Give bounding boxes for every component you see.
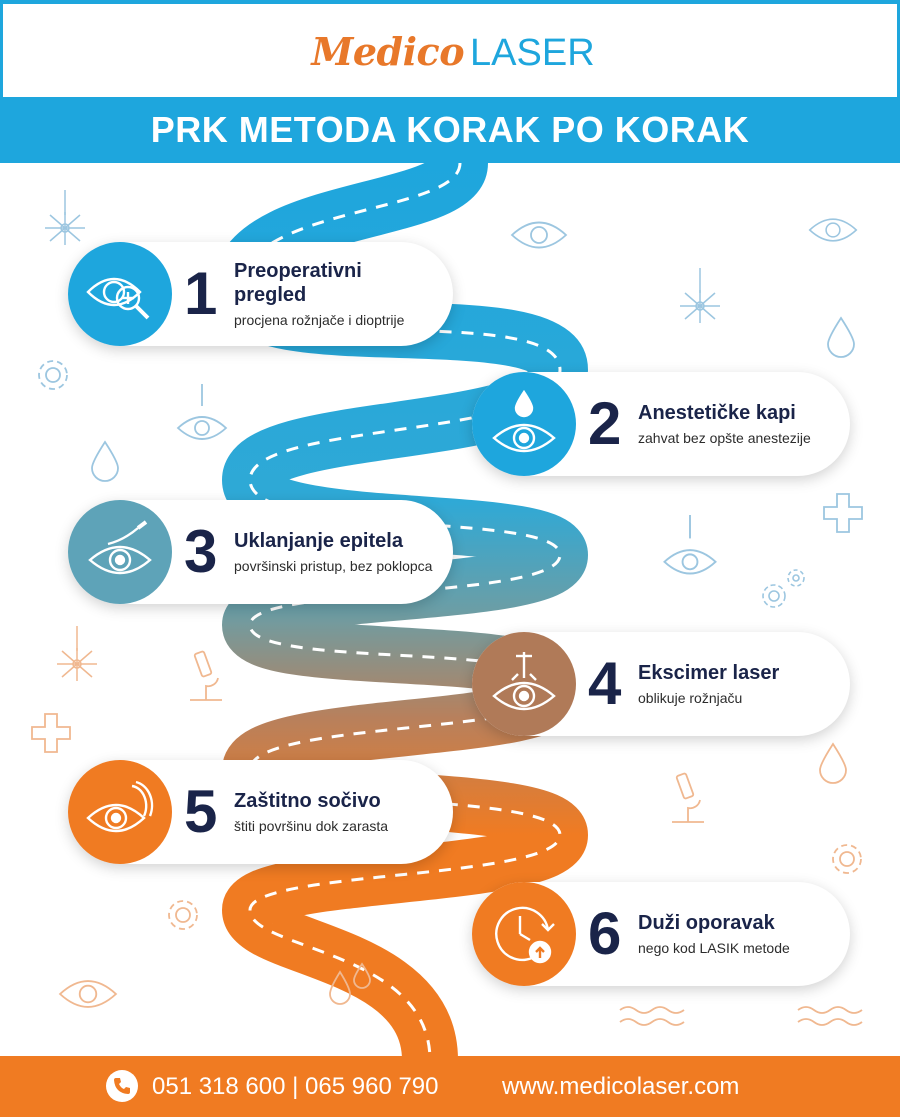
- eye-scalpel-icon: [84, 516, 156, 588]
- step-title: Zaštitno sočivo: [234, 790, 381, 812]
- phone-numbers[interactable]: 051 318 600 | 065 960 790: [152, 1073, 439, 1100]
- phone-icon: [106, 1070, 138, 1102]
- step-title: Uklanjanje epitela: [234, 530, 403, 552]
- logo-script: Medico: [311, 29, 465, 74]
- eye-outline-icon: [510, 218, 568, 252]
- step-icon-circle: [68, 242, 172, 346]
- step-number: 4: [588, 650, 622, 717]
- step-card-6: [472, 882, 850, 986]
- eye-outline-icon: [58, 976, 118, 1012]
- step-card-5: [68, 760, 453, 864]
- step-card-3: [68, 500, 453, 604]
- step-title: Anestetičke kapi: [638, 402, 796, 424]
- step-title: Ekscimer laser: [638, 662, 780, 684]
- step-icon-circle: [472, 632, 576, 736]
- step-card-2: [472, 372, 850, 476]
- step-subtitle: nego kod LASIK metode: [638, 940, 790, 956]
- drop-icon: [818, 742, 848, 784]
- step-subtitle: oblikuje rožnjaču: [638, 690, 743, 706]
- step-number: 6: [588, 900, 622, 967]
- eye-contact-lens-icon: [84, 776, 156, 848]
- cross-icon: [30, 712, 72, 754]
- eye-drop-icon: [488, 388, 560, 460]
- drop-icon: [826, 316, 856, 358]
- footer: [0, 1056, 900, 1117]
- gear-icon: [826, 838, 868, 880]
- eye-laser-outline-icon: [176, 384, 228, 446]
- step-icon-circle: [472, 372, 576, 476]
- step-title: Preoperativni pregled: [234, 260, 362, 306]
- eye-outline-icon: [808, 215, 858, 245]
- step-title: Duži oporavak: [638, 912, 775, 934]
- step-number: 5: [184, 778, 218, 845]
- microscope-icon: [666, 770, 710, 826]
- laser-star-icon: [675, 268, 725, 328]
- cross-icon: [822, 492, 864, 534]
- logo[interactable]: [3, 30, 900, 75]
- clock-recovery-icon: [488, 898, 560, 970]
- eye-laser-icon: [488, 648, 560, 720]
- microscope-icon: [184, 648, 228, 704]
- step-subtitle: procjena rožnjače i dioptrije: [234, 312, 405, 328]
- laser-star-icon: [40, 190, 90, 250]
- step-icon-circle: [68, 760, 172, 864]
- drop-icon: [90, 440, 120, 482]
- waves-icon: [796, 1004, 866, 1030]
- step-icon-circle: [68, 500, 172, 604]
- step-subtitle: zahvat bez opšte anestezije: [638, 430, 811, 446]
- step-number: 1: [184, 260, 218, 327]
- step-icon-circle: [472, 882, 576, 986]
- header-frame: [0, 0, 900, 97]
- step-card-1: [68, 242, 453, 346]
- gear-icon: [162, 894, 204, 936]
- step-number: 2: [588, 390, 622, 457]
- step-number: 3: [184, 518, 218, 585]
- waves-icon: [618, 1004, 688, 1030]
- eye-laser-outline-icon: [662, 515, 718, 581]
- gear-icon: [32, 354, 74, 396]
- laser-star-icon: [52, 626, 102, 686]
- logo-plain: LASER: [470, 32, 595, 74]
- eye-magnifier-icon: [84, 258, 156, 330]
- gears-icon: [758, 566, 808, 612]
- step-card-4: [472, 632, 850, 736]
- drops-icon: [326, 962, 376, 1012]
- website-link[interactable]: www.medicolaser.com: [502, 1073, 740, 1100]
- step-subtitle: površinski pristup, bez poklopca: [234, 558, 433, 574]
- page-title: PRK METODA KORAK PO KORAK: [0, 97, 900, 163]
- step-subtitle: štiti površinu dok zarasta: [234, 818, 389, 834]
